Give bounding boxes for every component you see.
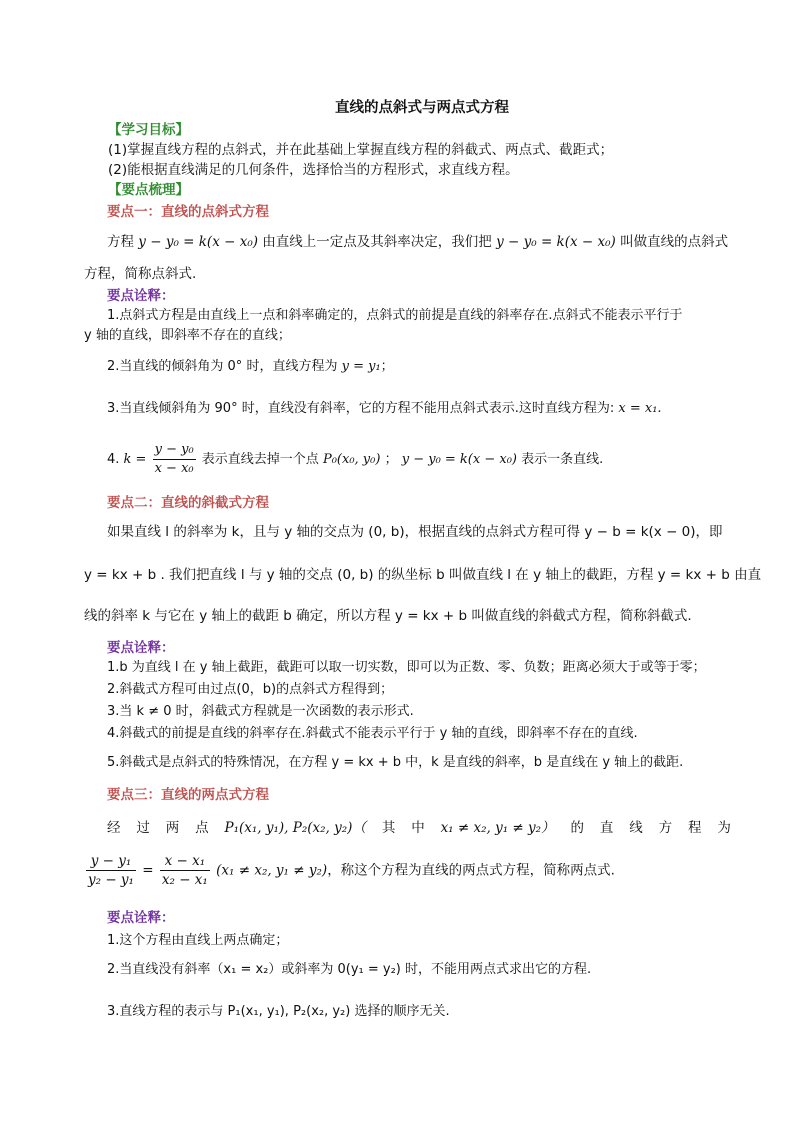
point1-title: 要点一：直线的点斜式方程 <box>107 204 269 220</box>
point1-note-2: 2.当直线的倾斜角为 0° 时，直线方程为 y = y₁； <box>107 359 394 374</box>
point1-note-4: 4. k = $\frac{\text{y − y₀}}{\text{x − x₀}}$ 表示直线去掉一个点 P₀(x₀, y₀) ； y − y₀ = k(x − x₀) 表示一条直线. <box>107 442 604 476</box>
point1-intro-line2: 方程，简称点斜式. <box>84 266 197 282</box>
point3-note: 3.直线方程的表示与 P₁(x₁, y₁), P₂(x₂, y₂) 选择的顺序无关. <box>107 1004 450 1019</box>
point2-note: 5.斜截式是点斜式的特殊情况，在方程 y = kx + b 中，k 是直线的斜率，b 是直线在 y 轴上的截距. <box>107 755 684 770</box>
formula-left-fraction: $\frac{\text{y − y₁}}{\text{y₂ − y₁}}$ <box>88 853 134 888</box>
point-slope-equation: y − y₀ = k(x − x₀) <box>496 234 616 250</box>
study-goal-item: (1)掌握直线方程的点斜式，并在此基础上掌握直线方程的斜截式、两点式、截距式； <box>108 142 614 158</box>
point3-title: 要点三：直线的两点式方程 <box>107 787 269 803</box>
point-slope-equation: y − y₀ = k(x − x₀) <box>138 234 258 250</box>
point2-paragraph-line1: 如果直线 l 的斜率为 k，且与 y 轴的交点为 (0, b)，根据直线的点斜式方程可得 y − b = k(x − 0)，即 <box>107 524 723 540</box>
two-point-formula: $\frac{\text{y − y₁}}{\text{y₂ − y₁}}$ = $\frac{\text{x − x₁}}{\text{x₂ − x₁}}$ (x₁ ≠ x₂, y₁ ≠ y₂)，称这个方程为直线的两点式方程，简称两点式. <box>88 853 615 888</box>
point2-paragraph-line2: y = kx + b . 我们把直线 l 与 y 轴的交点 (0, b) 的纵坐标 b 叫做直线 l 在 y 轴上的截距，方程 y = kx + b 由直 <box>84 567 762 583</box>
point3-note: 1.这个方程由直线上两点确定； <box>107 933 289 948</box>
study-goals-heading: 【学习目标】 <box>108 122 189 138</box>
point3-statement-line1: 经 过 两 点 P₁(x₁, y₁), P₂(x₂, y₂)（ 其 中 x₁ ≠ x₂, y₁ ≠ y₂） 的 直 线 方 程 为 <box>107 820 731 836</box>
point1-note-3: 3.当直线倾斜角为 90° 时，直线没有斜率，它的方程不能用点斜式表示.这时直线方程为: x = x₁. <box>107 401 662 416</box>
point2-title: 要点二：直线的斜截式方程 <box>107 495 269 511</box>
point3-note: 2.当直线没有斜率（x₁ = x₂）或斜率为 0(y₁ = y₂) 时，不能用两点式求出它的方程. <box>107 962 592 977</box>
point2-note: 3.当 k ≠ 0 时，斜截式方程就是一次函数的表示形式. <box>107 704 414 719</box>
point2-paragraph-line3: 线的斜率 k 与它在 y 轴上的截距 b 确定，所以方程 y = kx + b 叫做直线的斜截式方程，简称斜截式. <box>84 608 692 624</box>
slope-fraction: $\frac{\text{y − y₀}}{\text{x − x₀}}$ <box>154 442 194 476</box>
point2-note: 2.斜截式方程可由过点(0，b)的点斜式方程得到； <box>107 682 394 697</box>
point2-note: 4.斜截式的前提是直线的斜率存在.斜截式不能表示平行于 y 轴的直线，即斜率不存在的直线. <box>107 726 638 741</box>
point2-note: 1.b 为直线 l 在 y 轴上截距，截距可以取一切实数，即可以为正数、零、负数；距离必须大于或等于零； <box>107 660 706 675</box>
point1-note-1: 1.点斜式方程是由直线上一点和斜率确定的，点斜式的前提是直线的斜率存在.点斜式不能表示平行于 <box>107 308 683 323</box>
formula-right-fraction: $\frac{\text{x − x₁}}{\text{x₂ − x₁}}$ <box>161 853 208 888</box>
page-title: 直线的点斜式与两点式方程 <box>335 100 509 116</box>
point3-note-title: 要点诠释： <box>107 910 175 926</box>
point1-note-title: 要点诠释： <box>107 288 175 304</box>
point1-note-1-cont: y 轴的直线，即斜率不存在的直线； <box>84 328 291 343</box>
key-points-heading: 【要点梳理】 <box>108 182 189 198</box>
point2-note-title: 要点诠释： <box>107 640 175 656</box>
point1-intro: 方程 y − y₀ = k(x − x₀) 由直线上一定点及其斜率决定，我们把 y − y₀ = k(x − x₀) 叫做直线的点斜式 <box>107 234 729 250</box>
study-goal-item: (2)能根据直线满足的几何条件，选择恰当的方程形式，求直线方程。 <box>108 162 519 178</box>
